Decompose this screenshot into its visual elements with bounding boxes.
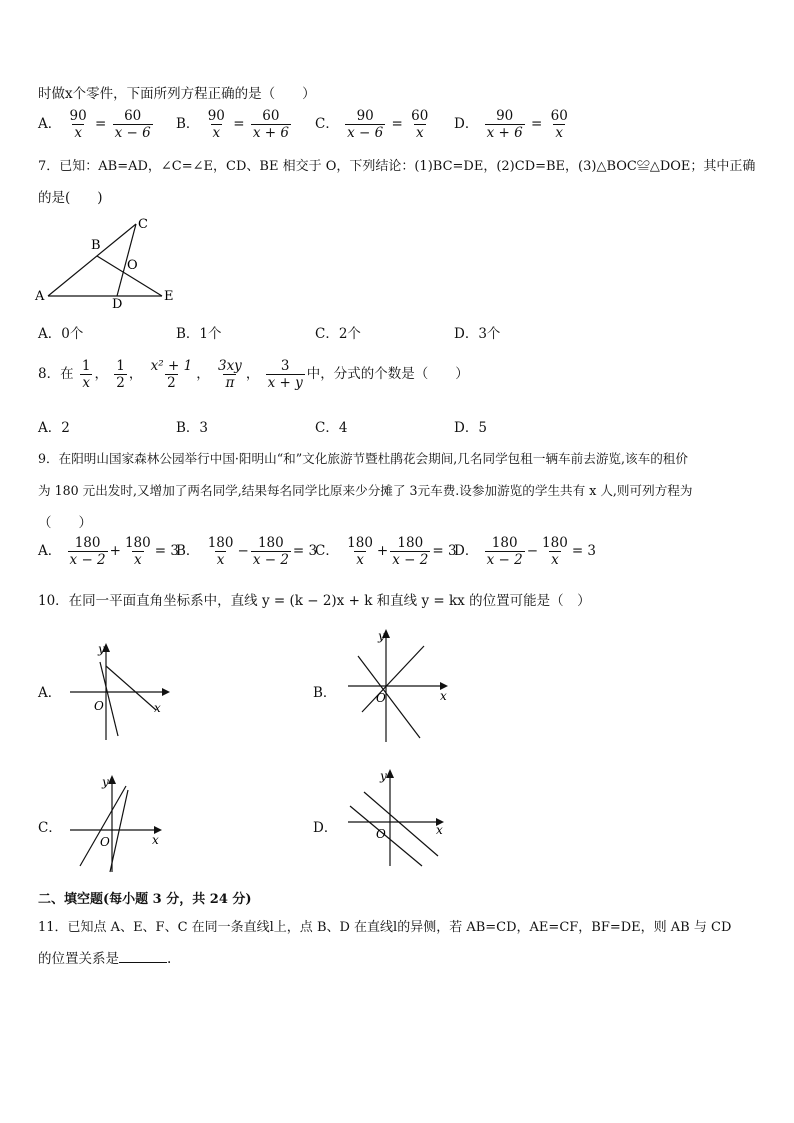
q10-option-a-label[interactable]: A． xyxy=(38,685,62,701)
q9-stem-line2: 为 180 元出发时,又增加了两名同学,结果每名同学比原来少分摊了 3元车费.设参加游览的学生共有 x 人,则可列方程为 xyxy=(38,483,693,498)
q10-graph-d[interactable] xyxy=(344,766,448,870)
line-1 xyxy=(80,786,126,866)
label-E: E xyxy=(164,289,174,304)
q10-option-d-label[interactable]: D． xyxy=(313,820,338,836)
axis-x-label: x xyxy=(154,701,161,715)
line-2 xyxy=(106,666,156,710)
axis-y-label: y xyxy=(102,775,109,789)
q7-stem-line2: 的是( ) xyxy=(38,190,103,206)
q9-stem-line1: 9．在阳明山国家森林公园举行中国·阳明山“和”文化旅游节暨杜鹃花会期间,几名同学包租一辆车前去游览,该车的租价 xyxy=(38,451,688,466)
q9-option-c[interactable]: C． $\frac{180}{x}$ + $\frac{180}{x - 2}$ = 3 xyxy=(315,535,457,568)
q9-option-b[interactable]: B． $\frac{180}{x}$ − $\frac{180}{x - 2}$ = 3 xyxy=(176,535,318,568)
q6-option-b[interactable]: B． $\frac{90}{x}$ = $\frac{60}{x + 6}$ xyxy=(176,108,289,141)
line-2 xyxy=(110,790,128,872)
q7-option-d[interactable]: D．3个 xyxy=(454,326,501,342)
origin-label: O xyxy=(376,691,386,705)
axis-y-label: y xyxy=(98,642,105,656)
q9-option-d[interactable]: D． $\frac{180}{x - 2}$ − $\frac{180}{x}$ = 3 xyxy=(454,535,597,568)
q7-option-b[interactable]: B．1个 xyxy=(176,326,222,342)
q7-triangle-figure xyxy=(30,212,190,312)
q7-option-a[interactable]: A．0个 xyxy=(38,326,84,342)
label-D: D xyxy=(112,297,123,312)
q10-graph-c[interactable] xyxy=(66,772,170,876)
label-O: O xyxy=(127,258,138,273)
answer-blank[interactable] xyxy=(119,950,167,963)
axis-y-label: y xyxy=(378,629,385,643)
q10-stem: 10．在同一平面直角坐标系中，直线 y = (k − 2)x + k 和直线 y = kx 的位置可能是（ ） xyxy=(38,593,591,609)
q8-option-b[interactable]: B．3 xyxy=(176,420,209,436)
line-1 xyxy=(358,656,420,738)
q6-option-d[interactable]: D． $\frac{90}{x + 6}$ = $\frac{60}{x}$ xyxy=(454,108,568,141)
q9-stem-line3: （ ） xyxy=(38,515,92,531)
q8-option-d[interactable]: D．5 xyxy=(454,420,487,436)
q11-stem-line2: 的位置关系是 . xyxy=(38,951,172,967)
section-heading-fill-in: 二、填空题(每小题 3 分，共 24 分) xyxy=(38,892,252,907)
axis-x-label: x xyxy=(436,823,443,837)
label-C: C xyxy=(138,217,148,232)
origin-label: O xyxy=(94,699,104,713)
q7-stem-line1: 7．已知：AB=AD，∠C=∠E，CD、BE 相交于 O，下列结论：(1)BC=DE，(2)CD=BE，(3)△BOC≌△DOE；其中正确 xyxy=(38,159,756,174)
q11-stem-line1: 11．已知点 A、E、F、C 在同一条直线l上，点 B、D 在直线l的异侧，若 AB=CD，AE=CF，BF=DE，则 AB 与 CD xyxy=(38,920,732,935)
origin-label: O xyxy=(376,827,386,841)
label-A: A xyxy=(35,289,45,304)
q8-stem: 8．在 $\frac{1}{x}$ ， $\frac{1}{2}$ ， $\frac{\text{x² + 1}}{2}$ ， $\frac{3xy}{\pi}$ ， $\frac{3}{x + y}$ 中，分式的个数是（ ） xyxy=(38,358,469,391)
q8-option-a[interactable]: A．2 xyxy=(38,420,70,436)
q6-option-a[interactable]: A． $\frac{90}{x}$ = $\frac{60}{x - 6}$ xyxy=(38,108,151,141)
q6-stem-tail: 时做x个零件，下面所列方程正确的是（ ） xyxy=(38,86,316,102)
axis-x-label: x xyxy=(152,833,159,847)
q6-option-c[interactable]: C． $\frac{90}{x - 6}$ = $\frac{60}{x}$ xyxy=(315,108,429,141)
q10-option-b-label[interactable]: B． xyxy=(313,685,337,701)
q10-option-c-label[interactable]: C． xyxy=(38,820,62,836)
origin-label: O xyxy=(100,835,110,849)
q10-graph-a[interactable] xyxy=(66,640,170,744)
q10-graph-b[interactable] xyxy=(344,626,448,746)
line-1 xyxy=(364,792,438,856)
segment-AC xyxy=(48,224,136,296)
q7-option-c[interactable]: C．2个 xyxy=(315,326,361,342)
label-B: B xyxy=(91,238,101,253)
axis-y-label: y xyxy=(380,769,387,783)
q9-option-a[interactable]: A． $\frac{180}{x - 2}$ + $\frac{180}{x}$ = 3 xyxy=(38,535,179,568)
line-2 xyxy=(350,806,422,866)
axis-x-label: x xyxy=(440,689,447,703)
q8-option-c[interactable]: C．4 xyxy=(315,420,348,436)
